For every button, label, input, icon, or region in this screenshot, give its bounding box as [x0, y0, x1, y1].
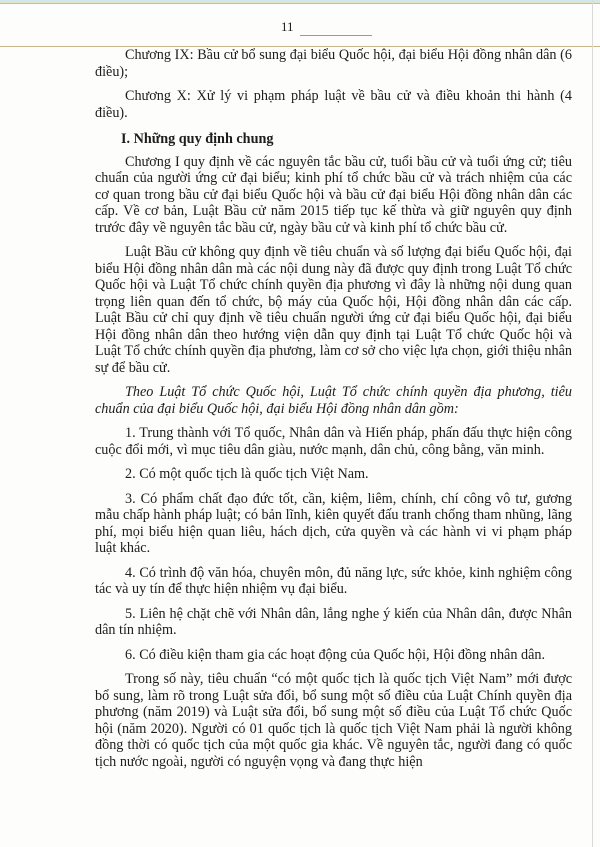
- criteria-item: 6. Có điều kiện tham gia các hoạt động của Quốc hội, Hội đồng nhân dân.: [125, 646, 546, 663]
- section-heading: I. Những quy định chung: [121, 131, 274, 147]
- page-number: 11: [281, 19, 294, 34]
- page-edge: [592, 0, 593, 847]
- criteria-item: 2. Có một quốc tịch là quốc tịch Việt Nam.: [125, 466, 369, 482]
- paragraph-italic-intro: Theo Luật Tổ chức Quốc hội, Luật Tổ chức chính quyền địa phương, tiêu chuẩn của đại biểu Quốc hội, đại biểu Hội đồng nhân dân gồm:: [95, 384, 572, 417]
- document-body: [95, 47, 572, 778]
- page-number-rule: [300, 35, 372, 36]
- paragraph: Trong số này, tiêu chuẩn “có một quốc tịch là quốc tịch Việt Nam” mới được bổ sung, làm rõ trong Luật sửa đổi, bổ sung một số điều của Luật Chính quyền địa phương (năm 2019) và Luật sửa đổi, bổ sung một số điều của Luật Tổ chức Quốc hội (năm 2020). Người có 01 quốc tịch là quốc tịch Việt Nam phải là người không đồng thời có quốc tịch của một quốc gia khác. Về nguyên tắc, người đang có quốc tịch nước ngoài, người có nguyện vọng và đang thực hiện: [95, 671, 572, 770]
- chapter-item: Chương IX: Bầu cử bổ sung đại biểu Quốc hội, đại biểu Hội đồng nhân dân (6 điều);: [95, 47, 572, 80]
- criteria-item: 1. Trung thành với Tổ quốc, Nhân dân và Hiến pháp, phấn đấu thực hiện công cuộc đổi mới, vì mục tiêu dân giàu, nước mạnh, dân chủ, công bằng, văn minh.: [95, 425, 572, 458]
- criteria-item: 5. Liên hệ chặt chẽ với Nhân dân, lắng nghe ý kiến của Nhân dân, được Nhân dân tín nhiệm.: [95, 605, 572, 638]
- criteria-item: 3. Có phẩm chất đạo đức tốt, cần, kiệm, liêm, chính, chí công vô tư, gương mẫu chấp hành pháp luật; có bản lĩnh, kiên quyết đấu tranh chống tham nhũng, lãng phí, mọi biểu hiện quan liêu, hách dịch, cửa quyền và các hành vi vi phạm pháp luật khác.: [95, 490, 572, 556]
- scan-top-line: [0, 3, 600, 4]
- paragraph: Luật Bầu cử không quy định về tiêu chuẩn và số lượng đại biểu Quốc hội, đại biểu Hội đồng nhân dân mà các nội dung này đã được quy định trong Luật Tổ chức Quốc hội và Luật Tổ chức chính quyền địa phương vì đây là những nội dung quan trọng liên quan đến tổ chức, bộ máy của Quốc hội, Hội đồng nhân dân các cấp. Luật Bầu cử chỉ quy định về tiêu chuẩn người ứng cử đại biểu Quốc hội, đại biểu Hội đồng nhân dân theo hướng viện dẫn quy định tại Luật Tổ chức Quốc hội và Luật Tổ chức chính quyền địa phương, làm cơ sở cho việc lựa chọn, giới thiệu nhân sự để bầu cử.: [95, 244, 572, 376]
- criteria-item: 4. Có trình độ văn hóa, chuyên môn, đủ năng lực, sức khỏe, kinh nghiệm công tác và uy tín để thực hiện nhiệm vụ đại biểu.: [95, 564, 572, 597]
- chapter-item: Chương X: Xử lý vi phạm pháp luật về bầu cử và điều khoản thi hành (4 điều).: [95, 88, 572, 121]
- paragraph: Chương I quy định về các nguyên tắc bầu cử, tuổi bầu cử và tuổi ứng cử; tiêu chuẩn của người ứng cử đại biểu; kinh phí tổ chức bầu cử và trách nhiệm của các cơ quan trong bầu cử đại biểu Quốc hội và bầu cử đại biểu Hội đồng nhân dân các cấp. Về cơ bản, Luật Bầu cử năm 2015 tiếp tục kế thừa và giữ nguyên quy định trước đây về nguyên tắc bầu cử, ngày bầu cử và kinh phí tổ chức bầu cử.: [95, 153, 572, 236]
